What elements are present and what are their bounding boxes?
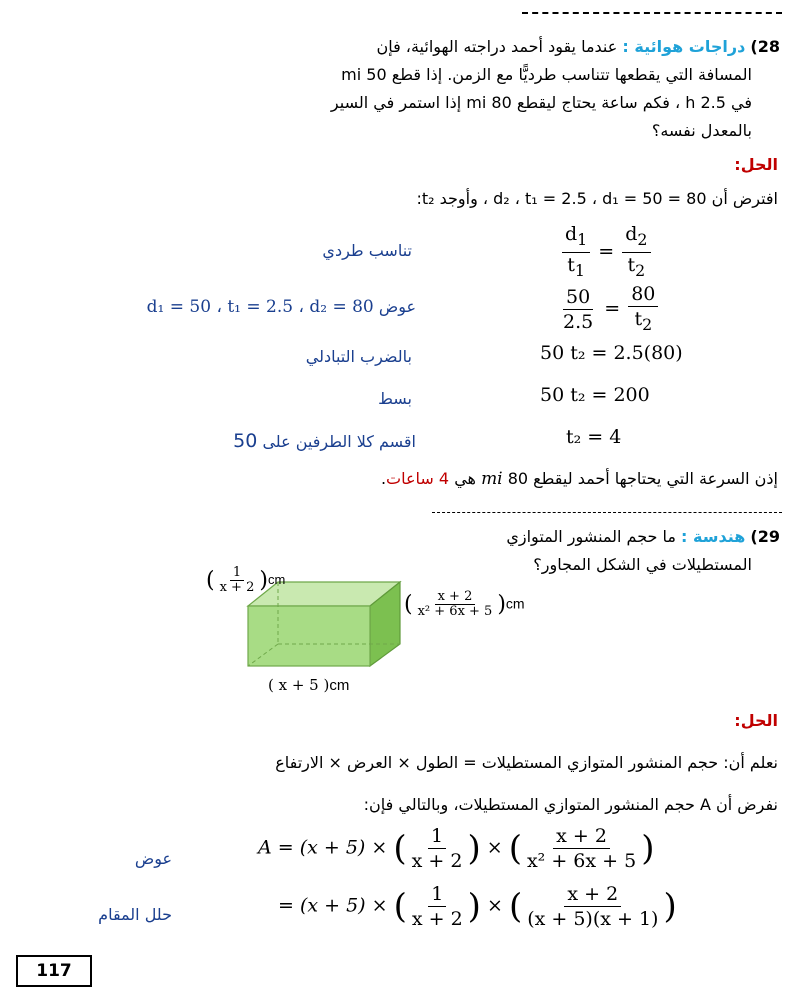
dim-right-den: x² + 6x + 5 [417,604,493,619]
q28-assume: افترض أن 80 = d₂ ، t₁ = 2.5 ، d₁ = 50 ، وأوجد t₂: [416,189,778,208]
q29-step-2-f2-num: x + 2 [564,882,621,907]
dim-top-num: 1 [230,566,244,581]
q28-conclusion [18,466,778,492]
top-divider [522,12,782,14]
q28-step-1-note: تناسب طردي [322,241,412,260]
q29-step-1-f2-num: x + 2 [553,824,610,849]
q28-step-3-note: بالضرب التبادلي [305,347,412,366]
q29-step-2-note: حلل المقام [98,905,172,924]
q29-step-1-lhs: A = (x + 5) × [258,836,388,859]
q29-line-2 [372,552,752,578]
dim-bottom-label [268,676,349,694]
q29-line-1 [380,524,780,550]
q28-line-2 [22,62,752,88]
q28-conclusion-a: إذن السرعة التي يحتاجها أحمد ليقطع 80 [507,469,778,488]
q29-step-2-f1-den: x + 2 [411,908,463,930]
q28-text-1: عندما يقود أحمد دراجته الهوائية، فإن [376,37,618,56]
q29-step-1-note: عوض [134,849,172,868]
page-number: 117 [16,955,92,987]
q28-step-5-note [200,428,416,455]
q29-divider [432,512,782,513]
dim-bottom-expr: ( x + 5 ) [268,676,330,694]
q28-step-4-note: بسط [378,389,412,408]
q28-step-5-label: اقسم كلا الطرفين على [262,432,416,451]
q29-solution-label: الحل: [734,711,778,730]
q29-step-1-f1-num: 1 [428,824,446,849]
q28-step-1-expr: $\frac{d_1}{t_1}$ = $\frac{d_2}{t_2}$ [560,222,653,283]
q28-conclusion-unit: mi [481,469,503,489]
q28-step-2-label: عوض [378,297,416,316]
q28-line-1 [20,34,780,60]
q29-step-2-lhs: = (x + 5) × [278,894,388,917]
q29-step-1-expr: A = (x + 5) × ( $\frac{1}{x + 2}$ ) × ( $\frac{x + 2}{\text{x² + 6x + 5}}$ ) [258,825,655,872]
dim-right-unit: cm [505,595,525,612]
q28-answer: 4 ساعات [386,469,450,488]
q28-step-5-num: 50 [233,430,258,452]
q29-step-2-f2-den: (x + 5)(x + 1) [527,908,659,930]
q28-text-4: بالمعدل نفسه؟ [651,121,752,140]
q28-conclusion-b: هي [454,469,476,488]
q28-step-4-expr: 50 t₂ = 200 [540,384,650,406]
q28-solution-label: الحل: [734,155,778,174]
q29-assume: نفرض أن A حجم المنشور المتوازي المستطيلات، وبالتالي فإن: [363,795,778,814]
q29-step-1-f2-den: x² + 6x + 5 [526,850,637,872]
q28-line-4 [22,118,752,144]
q28-step-2-values: d₁ = 50 ، t₁ = 2.5 ، d₂ = 80 [146,297,374,317]
q29-text-1: ما حجم المنشور المتوازي [506,527,676,546]
dim-right-label: ( $\frac{x + 2}{\text{x² + 6x + 5}}$ )cm [404,589,525,619]
q29-step-2-f1-num: 1 [428,882,446,907]
q29-number: 29) [750,527,780,546]
q28-topic: دراجات هوائية : [622,37,746,56]
q29-topic: هندسة : [681,527,746,546]
dim-top-den: x + 2 [219,580,255,595]
q29-step-1-f1-den: x + 2 [411,850,463,872]
q29-text-2: المستطيلات في الشكل المجاور؟ [533,555,752,574]
prism-front-face [248,606,370,666]
q28-step-2-expr: $\frac{50}{2.5}$ = $\frac{80}{t_2}$ [558,282,660,337]
q29-know: نعلم أن: حجم المنشور المتوازي المستطيلات = الطول × العرض × الارتفاع [275,753,778,772]
q28-text-3: في 2.5 h ، فكم ساعة يحتاج ليقطع 80 mi إذا استمر في السير [330,93,752,112]
q28-text-2: المسافة التي يقطعها تتناسب طرديًّا مع الزمن. إذا قطع 50 mi [341,65,752,84]
dim-bottom-unit: cm [329,677,350,694]
q28-number: 28) [750,37,780,56]
q28-step-3-expr: 50 t₂ = 2.5(80) [540,342,683,364]
q28-step-2-note [96,294,416,320]
q28-conclusion-end: . [380,469,387,488]
dim-right-num: x + 2 [435,590,476,605]
dim-top-unit: cm [267,572,286,587]
dim-top-label: ( $\frac{1}{x + 2}$ )cm [206,565,286,595]
q28-step-5-expr: t₂ = 4 [566,426,622,448]
q29-step-2-expr: = (x + 5) × ( $\frac{1}{x + 2}$ ) × ( $\frac{x + 2}{(x + 5)(x + 1)}$ ) [278,883,677,930]
q28-line-3 [22,90,752,116]
